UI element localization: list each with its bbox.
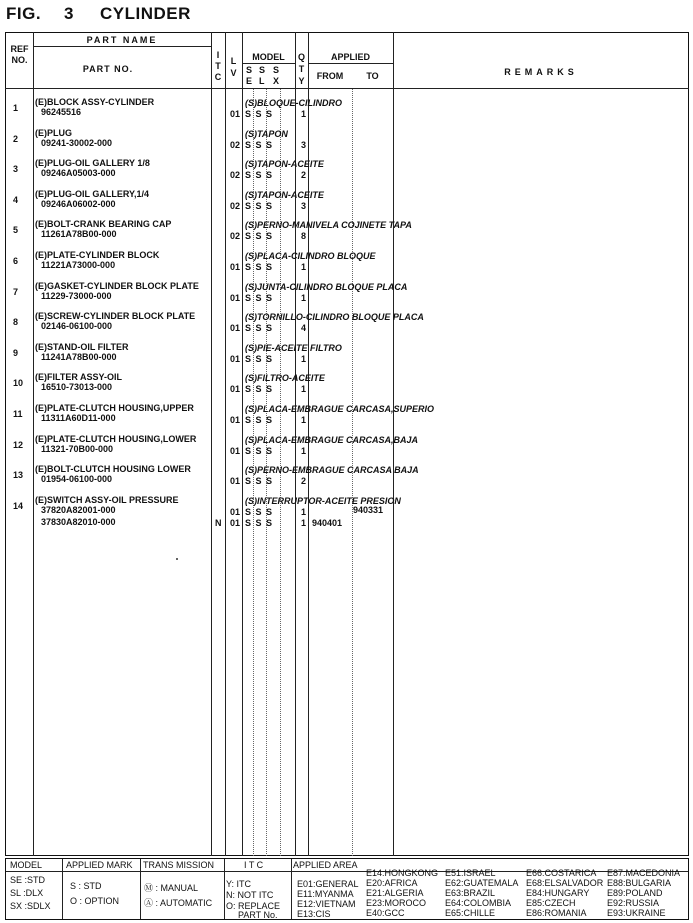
- ref-no: 10: [13, 378, 24, 389]
- qty-value: 3: [301, 200, 307, 211]
- fig-number: 3: [64, 4, 74, 23]
- model-value: S S S: [245, 262, 274, 272]
- header-applied: APPLIED: [330, 52, 370, 62]
- header-from: FROM: [316, 71, 344, 81]
- model-value: S S S: [245, 476, 274, 487]
- part-no: 02146-06100-000: [41, 321, 113, 332]
- model-value: S S S: [245, 109, 274, 119]
- ref-no: 4: [13, 194, 19, 205]
- part-no: 01954-06100-000: [41, 474, 113, 485]
- model-value: S S S: [245, 200, 274, 211]
- legend-area-head: APPLIED AREA: [293, 860, 358, 870]
- table-row: [5, 401, 689, 431]
- part-name: (E)BOLT-CLUTCH HOUSING LOWER: [35, 464, 191, 475]
- header-remarks: REMARKS: [504, 67, 578, 77]
- qty-value: 1: [301, 445, 307, 456]
- ref-no: 6: [13, 256, 19, 266]
- lv-value: 01: [230, 353, 241, 364]
- remark-text: (S)INTERRUPTOR-ACEITE PRESION: [245, 495, 401, 506]
- ref-no: 5: [13, 225, 19, 236]
- qty-value: 1: [301, 518, 307, 528]
- part-name: (E)PLATE-CLUTCH HOUSING,UPPER: [35, 403, 194, 413]
- header-ref-no: REF NO.: [10, 44, 29, 65]
- lv-value: 01: [230, 109, 241, 119]
- qty-value: 3: [301, 139, 307, 150]
- model-value: S S S: [245, 415, 274, 425]
- qty-value: 1: [301, 292, 307, 303]
- ref-no: 9: [13, 347, 19, 358]
- table-row: [5, 309, 689, 339]
- part-name: (E)SWITCH ASSY-OIL PRESSURE: [35, 494, 179, 505]
- ref-no: 3: [13, 164, 19, 175]
- remark-text: (S)FILTRO-ACEITE: [245, 373, 325, 384]
- part-name: (E)PLUG-OIL GALLERY 1/8: [35, 158, 150, 169]
- header-to: TO: [366, 71, 379, 81]
- lv-value: 01: [230, 506, 241, 517]
- model-underline: [242, 63, 295, 64]
- table-row: [5, 248, 689, 278]
- part-no: 11311A60D11-000: [41, 413, 116, 423]
- lv-value: 01: [230, 323, 241, 334]
- legend-model-head: MODEL: [10, 860, 43, 870]
- model-value: S S S: [245, 445, 274, 456]
- qty-value: 2: [301, 170, 307, 181]
- table-row: [5, 187, 689, 217]
- table-row: [5, 462, 689, 492]
- part-name: (E)PLUG-OIL GALLERY,1/4: [35, 188, 150, 199]
- table-row: [5, 126, 689, 156]
- header-qty: Q T Y: [297, 52, 305, 86]
- part-no: 16510-73013-000: [41, 382, 113, 393]
- header-lv: L V: [230, 56, 237, 78]
- remark-text: (S)PIE-ACEITE FILTRO: [245, 342, 342, 353]
- qty-value: 8: [301, 231, 307, 242]
- remark-text: (S)TAPON-ACEITE: [245, 189, 324, 200]
- part-name: (E)GASKET-CYLINDER BLOCK PLATE: [35, 280, 199, 291]
- part-no: 37820A82001-000: [41, 504, 116, 515]
- lv-value: 02: [230, 200, 241, 211]
- part-name: (E)PLATE-CYLINDER BLOCK: [35, 250, 160, 260]
- part-no: 11261A78B00-000: [41, 229, 117, 240]
- part-no: 09241-30002-000: [41, 137, 113, 148]
- qty-value: 1: [301, 415, 307, 425]
- ref-no: 7: [13, 286, 19, 297]
- table-row: [5, 217, 689, 247]
- remark-text: (S)TAPON: [245, 128, 288, 139]
- header-model-sub-1: E: [246, 76, 253, 86]
- table-row: [5, 95, 689, 125]
- table-row: [5, 432, 689, 462]
- page-title: [6, 4, 191, 24]
- ref-no: 14: [13, 500, 24, 511]
- model-value: S S S: [245, 506, 274, 517]
- model-value: S S S: [245, 384, 274, 395]
- part-no: 11221A73000-000: [41, 260, 116, 270]
- lv-value: 01: [230, 518, 241, 528]
- header-part-name: PART NAME: [86, 35, 158, 45]
- qty-value: 1: [301, 384, 307, 395]
- header-model: MODEL: [252, 52, 285, 62]
- remark-text: (S)PLACA-EMBRAGUE CARCASA,BAJA: [245, 434, 418, 445]
- to-value: 940331: [353, 504, 384, 515]
- header-itc: I T C: [214, 50, 222, 82]
- remark-text: (S)BLOQUE-CILINDRO: [245, 98, 342, 108]
- qty-value: 1: [301, 109, 307, 119]
- table-row: [5, 279, 689, 309]
- part-name: (E)STAND-OIL FILTER: [35, 341, 129, 352]
- part-name: (E)PLATE-CLUTCH HOUSING,LOWER: [35, 433, 197, 444]
- part-no: 37830A82010-000: [41, 517, 116, 527]
- part-no: 11229-73000-000: [41, 290, 112, 301]
- part-no: 11321-70B00-000: [41, 443, 114, 454]
- part-no: 09246A06002-000: [41, 198, 116, 209]
- header-part-no: PART NO.: [82, 64, 134, 74]
- lv-value: 01: [230, 445, 241, 456]
- remark-text: (S)PERNO-EMBRAGUE CARCASA BAJA: [245, 465, 419, 476]
- table-row: [5, 370, 689, 400]
- model-value: S S S: [245, 292, 274, 303]
- lv-value: 02: [230, 231, 241, 242]
- legend-mark-head: APPLIED MARK: [66, 860, 133, 870]
- partname-underline: [33, 46, 211, 47]
- model-value: S S S: [245, 139, 274, 150]
- part-no: 96245516: [41, 107, 82, 117]
- qty-value: 4: [301, 323, 307, 334]
- header-model-col-2: S: [259, 65, 266, 75]
- lv-value: 01: [230, 262, 241, 272]
- part-name: (E)BLOCK ASSY-CYLINDER: [35, 97, 155, 107]
- lv-value: 01: [230, 415, 241, 425]
- applied-underline: [308, 63, 393, 64]
- model-value: S S S: [245, 170, 274, 181]
- lv-value: 01: [230, 476, 241, 487]
- legend-trans-head: TRANS MISSION: [143, 860, 215, 870]
- part-name: (E)PLUG: [35, 127, 72, 138]
- model-value: S S S: [245, 353, 274, 364]
- scan-speck: [176, 558, 178, 560]
- qty-value: 1: [301, 506, 307, 517]
- ref-no: 12: [13, 439, 24, 450]
- model-value: S S S: [245, 518, 274, 528]
- fig-label: FIG.: [6, 4, 42, 23]
- fig-name: CYLINDER: [100, 4, 191, 23]
- part-no: 11241A78B00-000: [41, 351, 117, 362]
- header-model-col-3: S: [273, 65, 280, 75]
- lv-value: 01: [230, 292, 241, 303]
- part-name: (E)BOLT-CRANK BEARING CAP: [35, 219, 172, 230]
- legend-itc-head: I T C: [244, 860, 264, 870]
- model-value: S S S: [245, 323, 274, 334]
- header-model-sub-3: X: [273, 76, 280, 86]
- header-model-col-1: S: [246, 65, 253, 75]
- itc-value: N: [215, 518, 222, 528]
- qty-value: 2: [301, 476, 307, 487]
- table-row: [5, 340, 689, 370]
- ref-no: 2: [13, 133, 19, 144]
- legend-footer: MODEL SE :STD SL :DLX SX :SDLX APPLIED MARK S : STD O : OPTION TRANS MISSION Ⓜ : MANUAL Ⓐ : AUTOMATIC I T C Y: ITC N: NOT ITC O: REPLACE PART No. APPLIED AREA E01:GENERAL E11:MYANMA E12:VIETNAM E13:CIS E14:HONGKONG E20:AFRICA E21:ALGERIA E23:MOROCO E40:GCC E51:ISRAEL E62:GUATEMALA E63:BRAZIL E64:COLOMBIA E65:CHILLE E66:COSTARICA E68:ELSALVADOR E84:HUNGARY E85:CZECH E86:ROMANIA E87:MACEDONIA E88:BULGARIA E89:POLAND E92:RUSSIA E93:UKRAINE: [5, 858, 689, 920]
- table-row-sub: [5, 517, 689, 531]
- part-name: (E)FILTER ASSY-OIL: [35, 372, 122, 383]
- qty-value: 1: [301, 262, 307, 272]
- lv-value: 02: [230, 139, 241, 150]
- model-value: S S S: [245, 231, 274, 242]
- remark-text: (S)TAPON-ACEITE: [245, 159, 324, 170]
- ref-no: 11: [13, 409, 23, 419]
- ref-no: 13: [13, 470, 24, 481]
- ref-no: 1: [13, 103, 19, 113]
- part-name: (E)SCREW-CYLINDER BLOCK PLATE: [35, 311, 196, 322]
- remark-text: (S)PLACA-EMBRAGUE CARCASA,SUPERIO: [245, 404, 435, 414]
- header-bottom-line: [5, 88, 689, 89]
- ref-no: 8: [13, 317, 19, 328]
- header-model-sub-2: L: [259, 76, 265, 86]
- lv-value: 01: [230, 384, 241, 395]
- table-row: [5, 156, 689, 186]
- remark-text: (S)PERNO-MANIVELA COJINETE TAPA: [245, 220, 412, 231]
- remark-text: (S)TORNILLO-CILINDRO BLOQUE PLACA: [245, 312, 424, 323]
- remark-text: (S)PLACA-CILINDRO BLOQUE: [245, 251, 376, 261]
- lv-value: 02: [230, 170, 241, 181]
- qty-value: 1: [301, 353, 307, 364]
- remark-text: (S)JUNTA-CILINDRO BLOQUE PLACA: [245, 281, 408, 292]
- from-value: 940401: [312, 518, 343, 528]
- part-no: 09246A05003-000: [41, 168, 116, 179]
